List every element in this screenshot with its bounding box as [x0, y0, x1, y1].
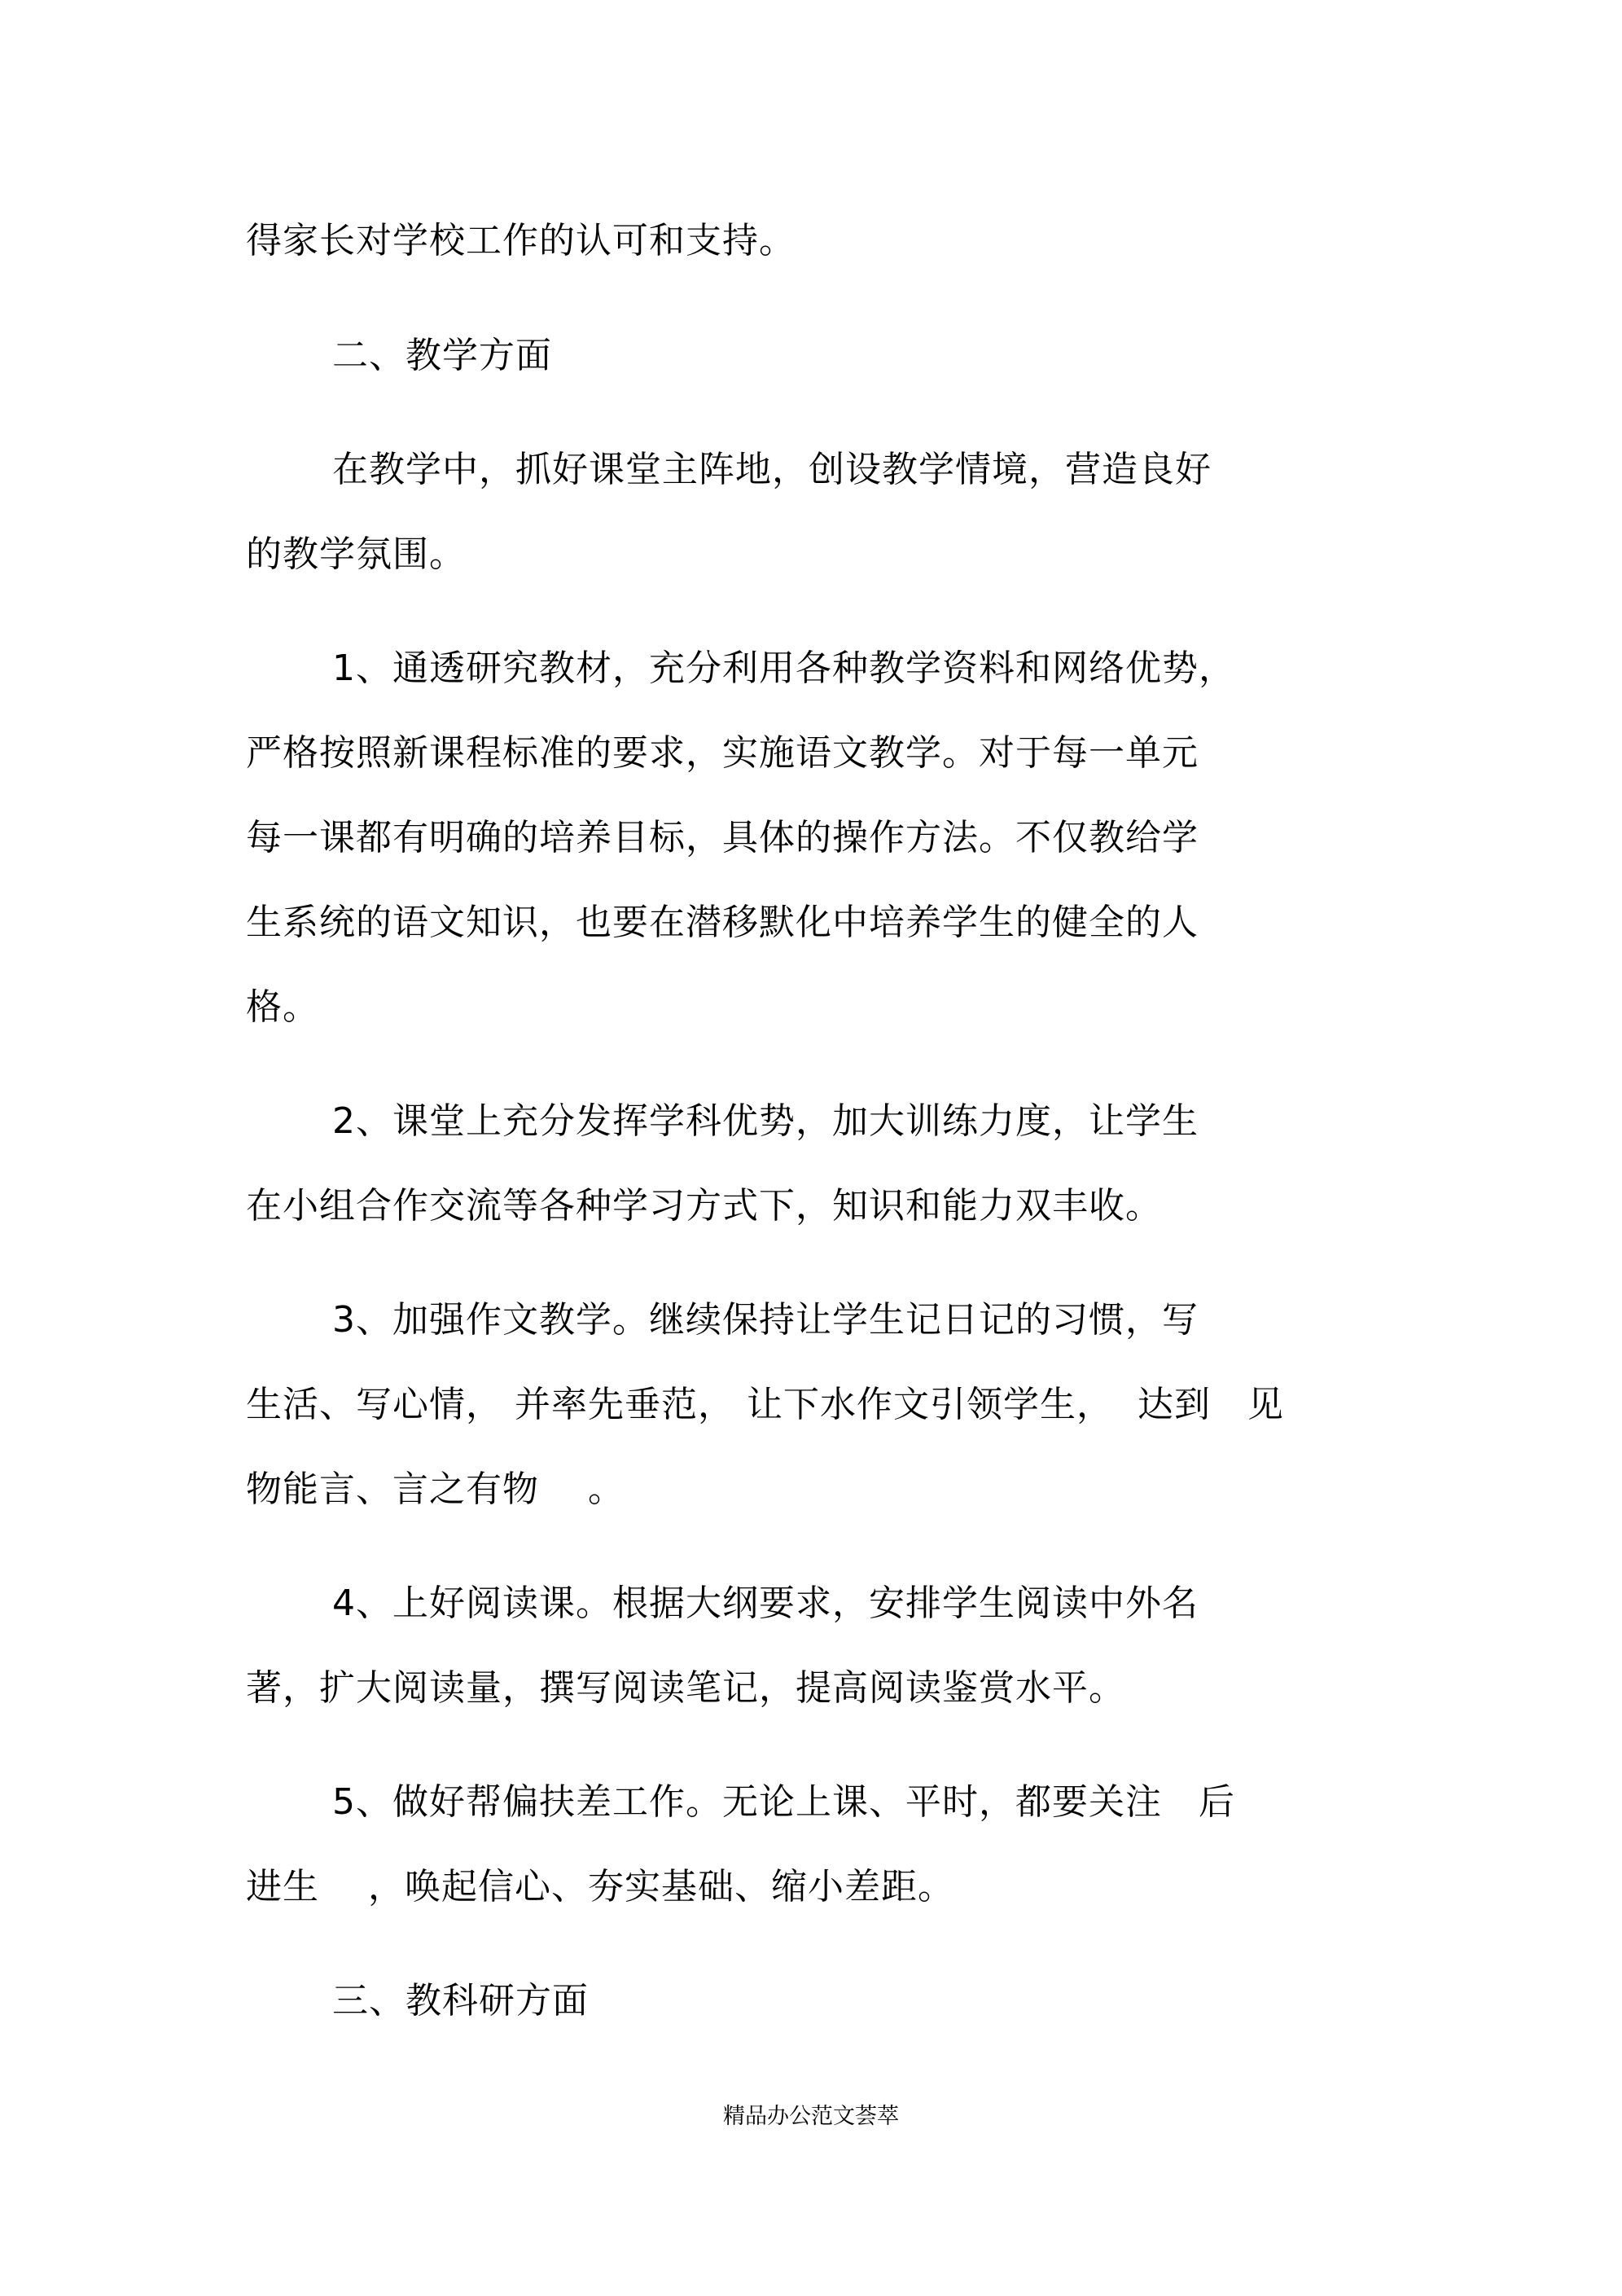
text-line: 著，扩大阅读量，撰写阅读笔记，提高阅读鉴赏水平。 [246, 1667, 1125, 1709]
text-line: 2、课堂上充分发挥学科优势，加大训练力度，让学生 [332, 1100, 1199, 1142]
text-line: 生活、写心情， 并率先垂范， 让下水作文引领学生， 达到 见 [246, 1384, 1284, 1425]
text-line: 5、做好帮偏扶差工作。无论上课、平时，都要关注 后 [332, 1781, 1235, 1823]
text-line: 在教学中，抓好课堂主阵地，创设教学情境，营造良好 [332, 449, 1212, 490]
text-line: 4、上好阅读课。根据大纲要求，安排学生阅读中外名 [332, 1583, 1199, 1624]
text-line: 在小组合作交流等各种学习方式下，知识和能力双丰收。 [246, 1185, 1162, 1227]
text-line: 严格按照新课程标准的要求，实施语文教学。对于每一单元 [246, 732, 1199, 774]
text-line: 3、加强作文教学。继续保持让学生记日记的习惯，写 [332, 1299, 1199, 1341]
text-line: 格。 [246, 986, 319, 1028]
text-line: 进生 ，唤起信心、夯实基础、缩小差距。 [246, 1866, 954, 1907]
text-line: 的教学氛围。 [246, 533, 466, 575]
text-line: 得家长对学校工作的认可和支持。 [246, 220, 796, 261]
text-line: 生系统的语文知识，也要在潜移默化中培养学生的健全的人 [246, 902, 1199, 943]
section-heading: 二、教学方面 [332, 335, 552, 376]
text-line: 每一课都有明确的培养目标，具体的操作方法。不仅教给学 [246, 817, 1199, 858]
text-line: 物能言、言之有物 。 [246, 1468, 625, 1510]
text-line: 1、通透研究教材，充分利用各种教学资料和网络优势， [332, 648, 1235, 689]
section-heading: 三、教科研方面 [332, 1980, 589, 2022]
page-footer: 精品办公范文荟萃 [723, 2104, 899, 2129]
